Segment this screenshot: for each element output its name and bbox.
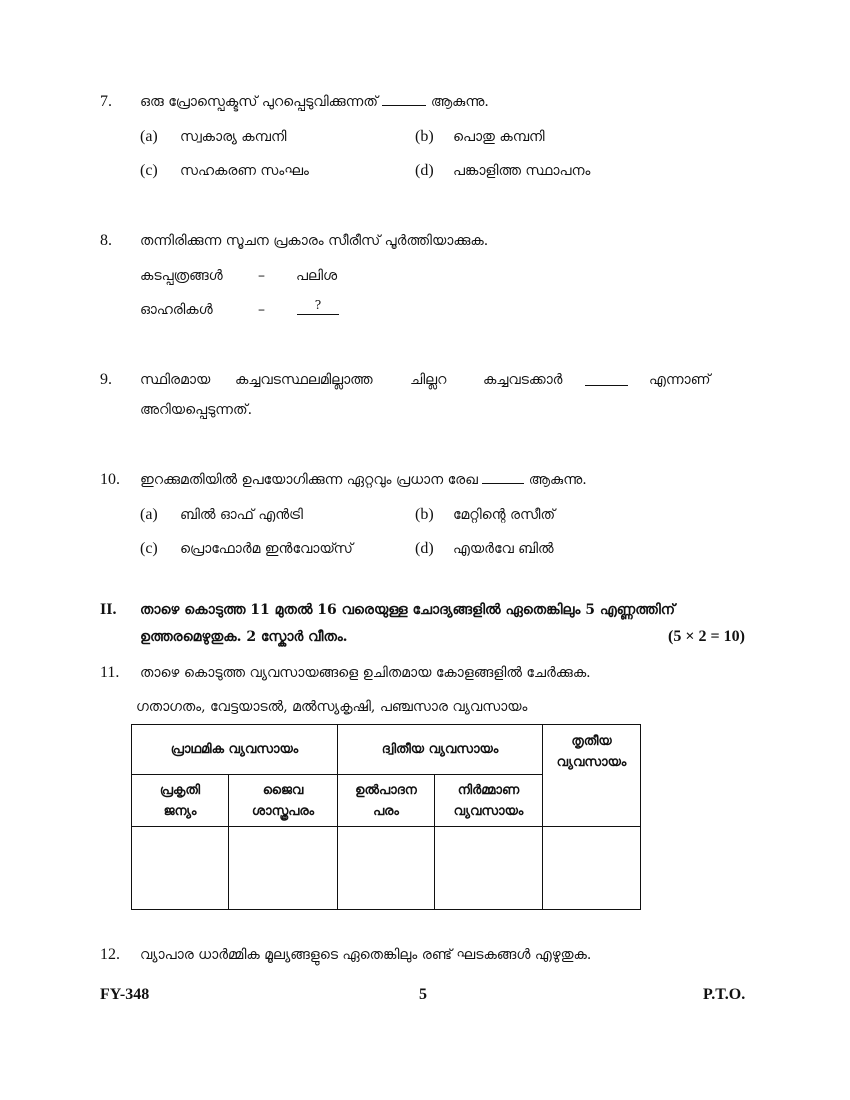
- section2-line1: താഴെ കൊടുത്ത 11 മുതൽ 16 വരെയുള്ള ചോദ്യങ്ങളിൽ ഏതെങ്കിലും 5 എണ്ണത്തിന്: [140, 602, 675, 618]
- answer-cell: [435, 827, 543, 910]
- q8-row1-left: കടപ്പത്രങ്ങൾ: [140, 268, 223, 284]
- q7-number: 7.: [100, 93, 112, 110]
- sub-natural-line1: പ്രകൃതി: [159, 782, 201, 798]
- q7-option-b: പൊതു കമ്പനി: [453, 129, 545, 145]
- q8-row2-dash: –: [258, 302, 265, 318]
- q7-text: [140, 93, 489, 111]
- q11-text: താഴെ കൊടുത്ത വ്യവസായങ്ങളെ ഉചിതമായ കോളങ്ങളിൽ ചേർക്കുക.: [140, 665, 591, 681]
- q9-word-4: കച്ചവടക്കാർ: [483, 372, 563, 388]
- table-answer-row: [132, 827, 641, 910]
- answer-cell: [229, 827, 338, 910]
- sub-natural-line2: ജന്യം: [163, 803, 197, 819]
- q10-text-before: ഇറക്കുമതിയിൽ ഉപയോഗിക്കുന്ന ഏറ്റവും പ്രധാന രേഖ: [140, 472, 478, 488]
- q8-number: 8.: [100, 232, 112, 249]
- q10-option-c: പ്രൊഫോർമ ഇൻവോയ്സ്: [180, 541, 353, 557]
- sub-biological-line1: ജൈവ: [262, 782, 304, 798]
- sub-natural: [132, 775, 229, 827]
- q11-number: 11.: [100, 664, 120, 681]
- q7-text-before: ഒരു പ്രോസ്പെക്ടസ് പുറപ്പെടുവിക്കുന്നത്: [140, 94, 378, 110]
- q8-row1-right: പലിശ: [296, 268, 338, 284]
- q7-option-c: സഹകരണ സംഘം: [180, 163, 309, 179]
- q7-text-after: ആകുന്നു.: [430, 94, 489, 110]
- footer-code: FY-348: [100, 986, 150, 1003]
- q7-option-b-label: (b): [415, 128, 434, 145]
- sub-biological: [229, 775, 338, 827]
- section2-marks: (5 × 2 = 10): [668, 628, 745, 645]
- q10-blank: [482, 483, 524, 484]
- section2-line2: ഉത്തരമെഴുതുക. 2 സ്കോർ വീതം.: [140, 629, 348, 645]
- answer-cell: [132, 827, 229, 910]
- footer-pto: P.T.O.: [703, 986, 746, 1003]
- q8-row2-left: ഓഹരികൾ: [140, 302, 213, 318]
- page-number: 5: [419, 986, 427, 1003]
- q7-option-d-label: (d): [415, 162, 434, 179]
- q7-option-c-label: (c): [140, 162, 158, 179]
- q10-option-d: എയർവേ ബിൽ: [453, 541, 554, 557]
- primary-industry-header: പ്രാഥമിക വ്യവസായം: [132, 725, 338, 775]
- section2-number: II.: [100, 601, 117, 618]
- q9-number: 9.: [100, 371, 112, 388]
- q9-word-3: ചില്ലറ: [410, 372, 447, 388]
- q11-items: ഗതാഗതം, വേട്ടയാടൽ, മൽസ്യകൃഷി, പഞ്ചസാര വ്യവസായം: [136, 699, 528, 715]
- q10-option-d-label: (d): [415, 540, 434, 557]
- q9-line2: അറിയപ്പെടുന്നത്.: [140, 402, 253, 418]
- industry-classification-table: [131, 724, 641, 910]
- sub-manufacturing-line2: പരം: [373, 803, 399, 819]
- secondary-industry-header: ദ്വിതീയ വ്യവസായം: [338, 725, 543, 775]
- sub-manufacturing-line1: ഉൽപാദന: [355, 782, 417, 798]
- q12-text: വ്യാപാര ധാർമ്മിക മൂല്യങ്ങളുടെ ഏതെങ്കിലും രണ്ട് ഘടകങ്ങൾ എഴുതുക.: [140, 947, 592, 963]
- q10-option-c-label: (c): [140, 540, 158, 557]
- table-header-row: [132, 725, 641, 775]
- q10-option-a-label: (a): [140, 506, 158, 523]
- sub-construction: [435, 775, 543, 827]
- q9-word-2: കച്ചവടസ്ഥലമില്ലാത്ത: [235, 372, 373, 388]
- tertiary-industry-header: [543, 725, 641, 827]
- q10-text-after: ആകുന്നു.: [528, 472, 587, 488]
- q8-answer-blank: ?: [297, 296, 339, 315]
- sub-biological-line2: ശാസ്ത്രപരം: [251, 803, 315, 819]
- q7-blank: [382, 105, 426, 106]
- q10-option-a: ബിൽ ഓഫ് എൻട്രി: [180, 507, 303, 523]
- q9-word-1: സ്ഥിരമായ: [140, 372, 211, 388]
- sub-construction-line1: നിർമ്മാണ: [457, 782, 520, 798]
- answer-cell: [338, 827, 435, 910]
- q9-word-5: എന്നാണ്: [649, 372, 711, 388]
- q12-number: 12.: [100, 946, 120, 963]
- q10-text: [140, 471, 587, 489]
- q8-row1-dash: –: [258, 268, 265, 284]
- q10-option-b-label: (b): [415, 506, 434, 523]
- sub-construction-line2: വ്യവസായം: [453, 803, 524, 819]
- q9-blank: [585, 371, 628, 386]
- q7-option-a: സ്വകാര്യ കമ്പനി: [180, 129, 287, 145]
- sub-manufacturing: [338, 775, 435, 827]
- q10-number: 10.: [100, 471, 120, 488]
- q7-option-d: പങ്കാളിത്ത സ്ഥാപനം: [453, 163, 591, 179]
- tertiary-line2: വ്യവസായം: [556, 755, 627, 770]
- tertiary-line1: തൃതീയ: [571, 734, 612, 749]
- q7-option-a-label: (a): [140, 128, 158, 145]
- answer-cell: [543, 827, 641, 910]
- q10-option-b: മേറ്റിന്റെ രസീത്: [453, 507, 556, 523]
- q8-text: തന്നിരിക്കുന്ന സൂചന പ്രകാരം സീരീസ് പൂർത്തിയാക്കുക.: [140, 233, 489, 249]
